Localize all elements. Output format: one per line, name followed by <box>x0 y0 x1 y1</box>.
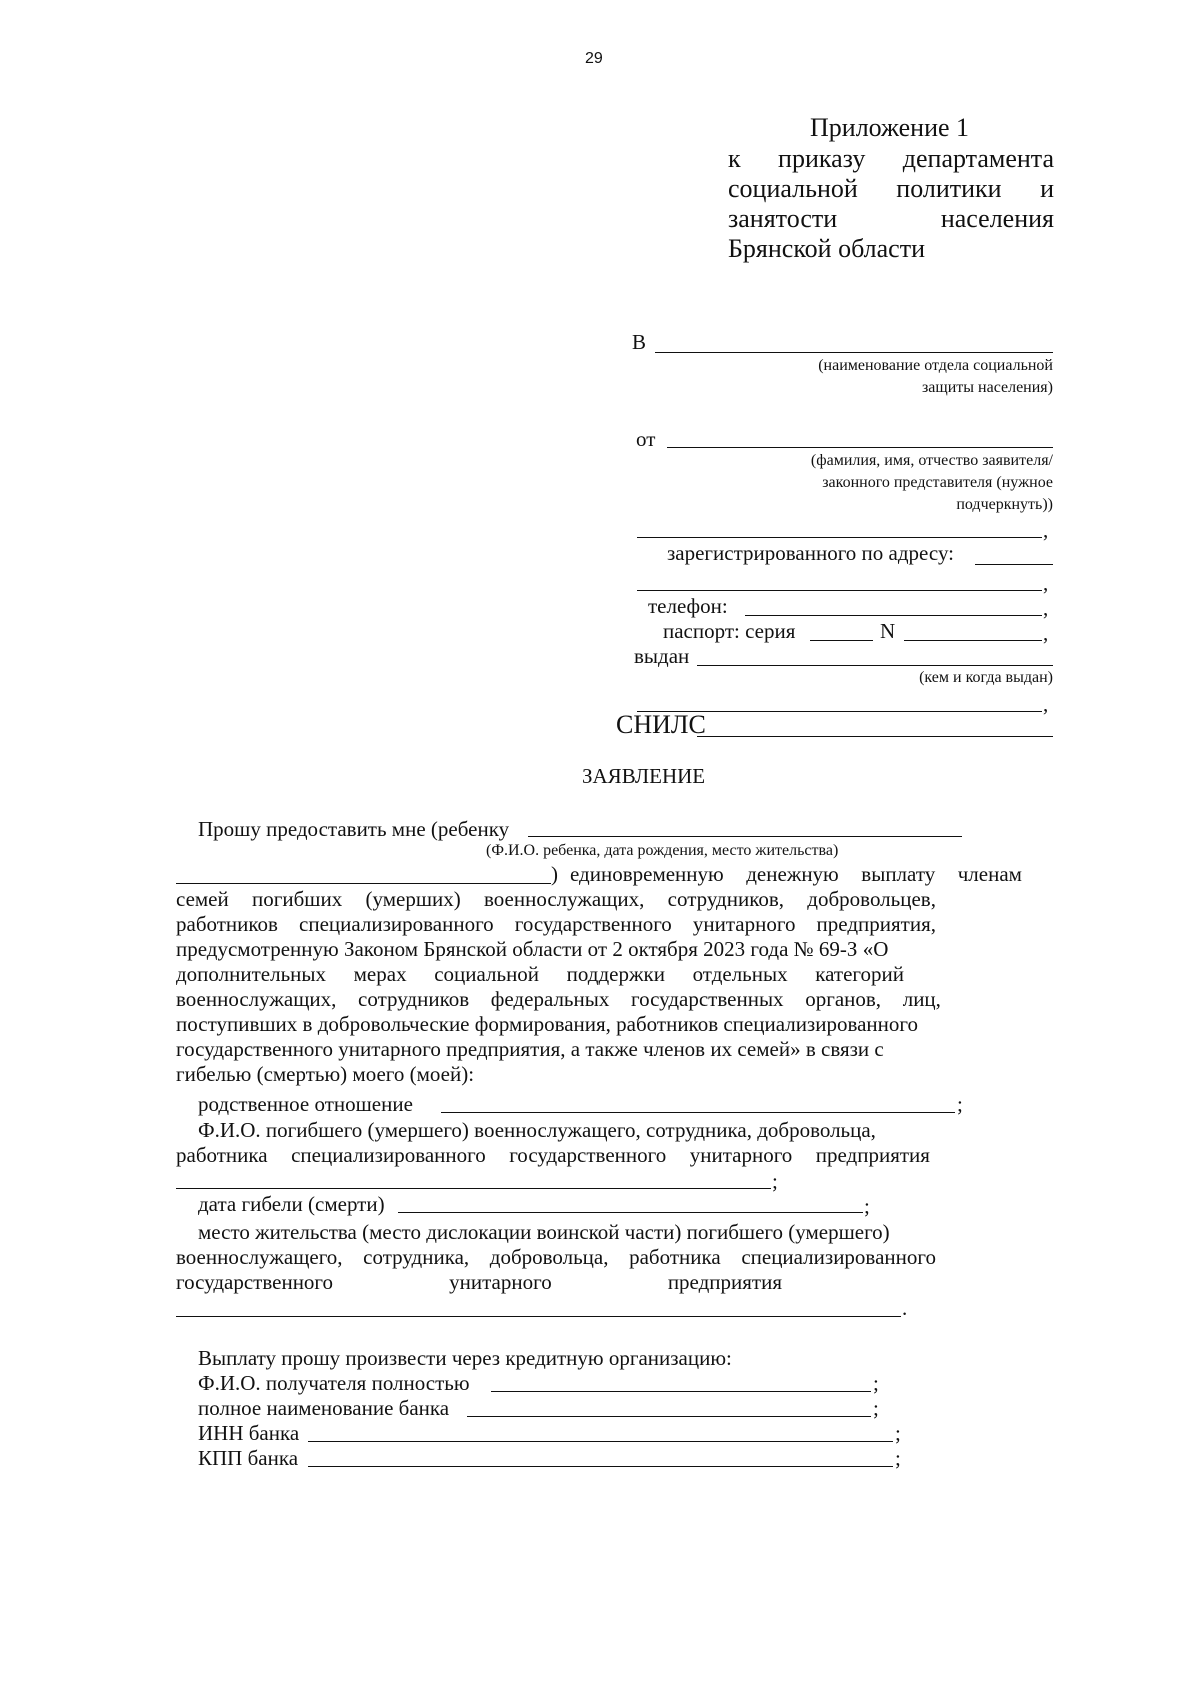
appendix-line-4: Брянской области <box>728 234 925 263</box>
statement-title: ЗАЯВЛЕНИЕ <box>582 764 706 788</box>
recipient-semicolon: ; <box>873 1371 879 1395</box>
child-info-field[interactable] <box>528 836 962 837</box>
to-hint-1: (наименование отдела социальной <box>818 357 1053 374</box>
snils-field[interactable] <box>697 736 1053 737</box>
bank-name-field[interactable] <box>467 1416 871 1417</box>
issued-label: выдан <box>634 644 690 668</box>
kpp-label: КПП банка <box>198 1446 299 1470</box>
statement-line-2: единовременную денежную выплату членам <box>570 862 1022 886</box>
passport-number-field[interactable] <box>904 640 1042 641</box>
to-label: В <box>632 330 647 354</box>
deceased-fio-semicolon: ; <box>772 1169 778 1193</box>
close-paren: ) <box>551 862 558 886</box>
appendix-line-3: занятости населения <box>728 204 1054 233</box>
phone-field[interactable] <box>745 615 1042 616</box>
deceased-fio-field[interactable] <box>176 1188 771 1189</box>
deceased-fio-line-1: Ф.И.О. погибшего (умершего) военнослужащего, сотрудника, добровольца, <box>198 1118 876 1142</box>
residence-period: . <box>902 1296 908 1320</box>
residence-line-3: государственного унитарного предприятия <box>176 1270 782 1294</box>
issued-by-field[interactable] <box>697 665 1053 666</box>
statement-line-6: дополнительных мерах социальной поддержки отдельных категорий <box>176 962 904 986</box>
statement-line-4: работников специализированного государственного унитарного предприятия, <box>176 912 936 936</box>
snils-label: СНИЛС <box>616 710 706 739</box>
phone-label: телефон: <box>648 594 728 618</box>
from-label: от <box>636 427 656 451</box>
address-field[interactable] <box>975 564 1053 565</box>
residence-line-1: место жительства (место дислокации воинской части) погибшего (умершего) <box>198 1220 890 1244</box>
comma-5: , <box>1043 692 1049 716</box>
bank-name-label: полное наименование банка <box>198 1396 450 1420</box>
page-number: 29 <box>585 50 603 67</box>
residence-line-2: военнослужащего, сотрудника, добровольца, работника специализированного <box>176 1245 936 1269</box>
statement-line-10: гибелью (смертью) моего (моей): <box>176 1062 475 1086</box>
from-hint-3: подчеркнуть)) <box>956 496 1053 513</box>
comma-2: , <box>1043 571 1049 595</box>
statement-line-9: государственного унитарного предприятия, а также членов их семей» в связи с <box>176 1037 884 1061</box>
from-hint-1: (фамилия, имя, отчество заявителя/ <box>810 452 1053 469</box>
comma-4: , <box>1043 621 1049 645</box>
recipient-field[interactable] <box>491 1391 871 1392</box>
child-info-continued-field[interactable] <box>176 883 551 884</box>
inn-semicolon: ; <box>895 1421 901 1445</box>
address-continued-field[interactable] <box>637 590 1042 591</box>
deceased-fio-line-2: работника специализированного государственного унитарного предприятия <box>176 1143 930 1167</box>
statement-line-8: поступивших в добровольческие формирования, работников специализированного <box>176 1012 918 1036</box>
relation-semicolon: ; <box>957 1092 963 1116</box>
inn-field[interactable] <box>308 1441 893 1442</box>
death-date-field[interactable] <box>398 1212 863 1213</box>
inn-label: ИНН банка <box>198 1421 300 1445</box>
to-hint-2: защиты населения) <box>921 379 1053 396</box>
kpp-semicolon: ; <box>895 1446 901 1470</box>
appendix-title: Приложение 1 <box>810 113 970 142</box>
passport-series-field[interactable] <box>810 640 873 641</box>
from-applicant-field[interactable] <box>667 447 1053 448</box>
child-hint: (Ф.И.О. ребенка, дата рождения, место жительства) <box>486 842 839 859</box>
request-start: Прошу предоставить мне (ребенку <box>198 817 510 841</box>
passport-label: паспорт: серия <box>663 619 796 643</box>
statement-line-7: военнослужащих, сотрудников федеральных государственных органов, лиц, <box>176 987 941 1011</box>
kpp-field[interactable] <box>308 1466 893 1467</box>
bank-name-semicolon: ; <box>873 1396 879 1420</box>
death-date-semicolon: ; <box>864 1194 870 1218</box>
to-department-field[interactable] <box>655 352 1053 353</box>
death-date-label: дата гибели (смерти) <box>198 1192 385 1216</box>
residence-field[interactable] <box>176 1316 901 1317</box>
registered-label: зарегистрированного по адресу: <box>667 541 954 565</box>
passport-number-label: N <box>880 619 896 643</box>
comma-3: , <box>1043 596 1049 620</box>
from-hint-2: законного представителя (нужное <box>822 474 1053 491</box>
relation-field[interactable] <box>441 1112 955 1113</box>
recipient-label: Ф.И.О. получателя полностью <box>198 1371 470 1395</box>
issued-hint: (кем и когда выдан) <box>919 669 1053 686</box>
appendix-line-1: к приказу департамента <box>728 144 1054 173</box>
appendix-line-2: социальной политики и <box>728 174 1054 203</box>
from-applicant-continued-field[interactable] <box>637 537 1042 538</box>
statement-line-3: семей погибших (умерших) военнослужащих, сотрудников, добровольцев, <box>176 887 936 911</box>
payment-intro: Выплату прошу произвести через кредитную организацию: <box>198 1346 732 1370</box>
statement-line-5: предусмотренную Законом Брянской области от 2 октября 2023 года № 69-З «О <box>176 937 889 961</box>
relation-label: родственное отношение <box>198 1092 413 1116</box>
comma-1: , <box>1043 518 1049 542</box>
